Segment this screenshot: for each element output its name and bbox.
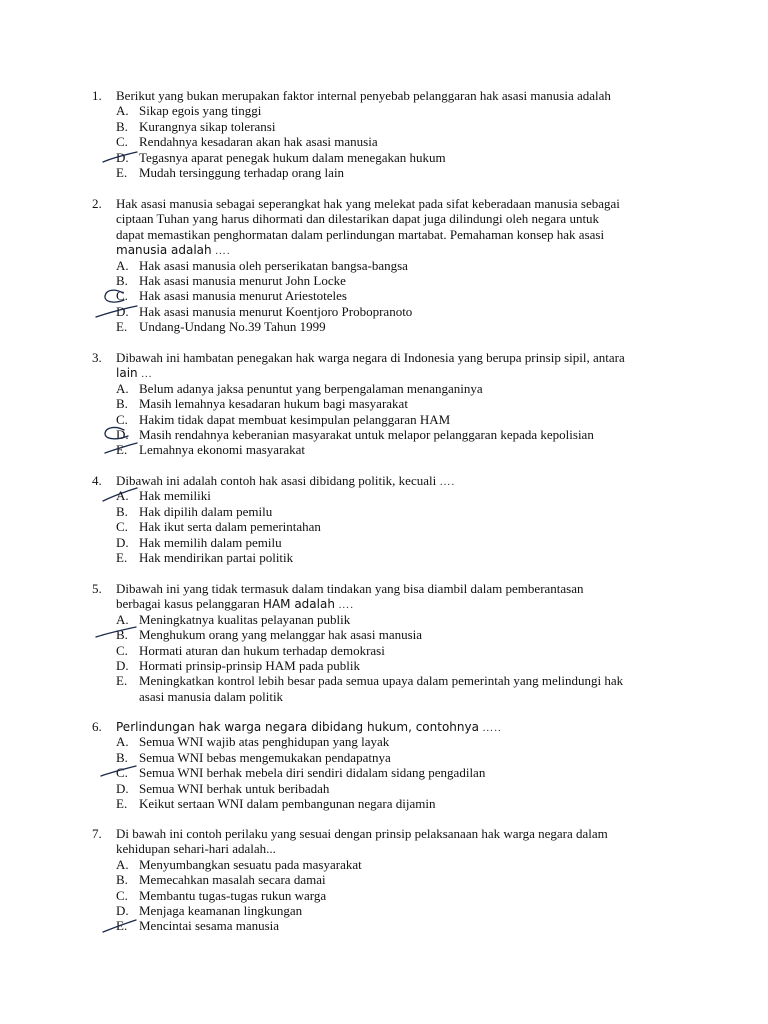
option-d	[116, 427, 594, 442]
option-text: Semua WNI bebas mengemukakan pendapatnya	[139, 749, 391, 765]
option-a	[116, 734, 389, 749]
option-text: Hak asasi manusia oleh perserikatan bangsa-bangsa	[139, 257, 408, 273]
answer-blank: ….	[439, 476, 456, 488]
option-text: Masih rendahnya keberanian masyarakat untuk melapor pelanggaran kepada kepolisian	[139, 426, 594, 442]
option-letter: E.	[116, 795, 128, 811]
option-b	[116, 504, 272, 519]
option-text: Masih lemahnya kesadaran hukum bagi masyarakat	[139, 396, 408, 412]
option-a	[116, 381, 483, 396]
option-letter: C.	[116, 642, 128, 658]
option-letter: C.	[116, 887, 128, 903]
option-letter: B.	[116, 272, 128, 288]
question-number: 5.	[92, 581, 102, 596]
answer-blank: ….	[214, 245, 231, 258]
option-b	[116, 627, 422, 642]
option-letter: D.	[116, 902, 129, 918]
option-letter: B.	[116, 396, 128, 412]
option-text: asasi manusia dalam politik	[139, 688, 284, 704]
stem-text: Perlindungan hak warga negara dibidang hukum, contohnya	[116, 720, 479, 734]
stem-text: HAM adalah	[262, 597, 335, 612]
option-b	[116, 119, 275, 134]
question-stem-line: Dibawah ini hambatan penegakan hak warga negara di Indonesia yang berupa prinsip sipil, antara	[116, 350, 625, 365]
option-letter: E.	[116, 164, 128, 180]
question-stem-line: Berikut yang bukan merupakan faktor internal penyebab pelanggaran hak asasi manusia adalah	[116, 88, 611, 103]
question-stem-line: Di bawah ini contoh perilaku yang sesuai dengan prinsip pelaksanaan hak warga negara dalam	[116, 826, 608, 841]
option-letter: D.	[116, 780, 129, 796]
option-letter: E.	[116, 673, 128, 689]
option-text: Hak asasi manusia menurut John Locke	[139, 272, 346, 288]
question-1	[92, 88, 692, 180]
question-stem-line: kehidupan sehari-hari adalah...	[116, 841, 276, 857]
option-d	[116, 658, 360, 673]
option-a	[116, 258, 408, 273]
question-number: 1.	[92, 88, 102, 103]
option-c	[116, 288, 347, 303]
option-letter: E.	[116, 442, 128, 458]
question-7	[92, 826, 692, 934]
option-text: Menghukum orang yang melanggar hak asasi manusia	[139, 627, 423, 643]
option-text: Hak memilih dalam pemilu	[139, 534, 282, 550]
option-letter: D.	[116, 534, 129, 550]
option-b	[116, 273, 346, 288]
option-text: Sikap egois yang tinggi	[139, 103, 262, 119]
question-stem-line: dapat memastikan penghormatan dalam perlindungan martabat. Pemahaman konsep hak asasi	[116, 226, 605, 242]
option-a	[116, 488, 211, 503]
option-text: Semua WNI berhak mebela diri sendiri didalam sidang pengadilan	[139, 765, 486, 781]
option-d	[116, 150, 446, 165]
option-c	[116, 519, 321, 534]
option-text: Semua WNI wajib atas penghidupan yang layak	[139, 734, 390, 750]
option-text: Hormati prinsip-prinsip HAM pada publik	[139, 657, 360, 673]
answer-blank: ….	[338, 599, 354, 612]
option-text: Membantu tugas-tugas rukun warga	[139, 887, 327, 903]
option-text: Lemahnya ekonomi masyarakat	[139, 442, 306, 458]
option-e	[116, 319, 326, 334]
option-text: Rendahnya kesadaran akan hak asasi manusia	[139, 134, 378, 150]
option-letter: C.	[116, 134, 128, 150]
option-e	[116, 796, 436, 811]
stem-text: lain	[116, 366, 138, 381]
option-d	[116, 781, 329, 796]
option-text: Semua WNI berhak untuk beribadah	[139, 780, 330, 796]
option-c	[116, 765, 485, 780]
question-stem-line: ciptaan Tuhan yang harus dihormati dan dilestarikan dapat juga dilindungi oleh negara untuk	[116, 211, 600, 227]
option-text: Hak ikut serta dalam pemerintahan	[139, 519, 321, 535]
option-letter: D.	[116, 657, 129, 673]
option-c	[116, 134, 378, 149]
option-letter: E.	[116, 319, 128, 335]
answer-blank: …	[140, 368, 153, 381]
question-number: 7.	[92, 826, 102, 841]
option-letter: E.	[116, 918, 128, 934]
option-e	[116, 165, 344, 180]
option-a	[116, 612, 350, 627]
question-6	[92, 719, 692, 811]
option-text: Mudah tersinggung terhadap orang lain	[139, 164, 345, 180]
option-text: Hak memiliki	[139, 488, 211, 504]
option-letter: B.	[116, 872, 128, 888]
option-b	[116, 750, 391, 765]
option-text: Hormati aturan dan hukum terhadap demokrasi	[139, 642, 385, 658]
option-e	[116, 442, 305, 457]
option-letter: C.	[116, 519, 128, 535]
option-letter: E.	[116, 549, 128, 565]
option-d	[116, 903, 302, 918]
question-number: 2.	[92, 196, 102, 211]
option-letter: D.	[116, 303, 129, 319]
option-b	[116, 396, 408, 411]
question-stem-line: Dibawah ini yang tidak termasuk dalam tindakan yang bisa diambil dalam pemberantasan	[116, 581, 584, 596]
option-text: Meningkatkan kontrol lebih besar pada semua upaya dalam pemerintah yang melindungi hak	[139, 673, 624, 689]
option-text: Meningkatnya kualitas pelayanan publik	[139, 611, 351, 627]
option-letter: A.	[116, 611, 129, 627]
question-3	[92, 350, 692, 458]
option-letter: A.	[116, 856, 129, 872]
option-c	[116, 888, 326, 903]
option-text: Menyumbangkan sesuatu pada masyarakat	[139, 856, 362, 872]
option-text: Tegasnya aparat penegak hukum dalam menegakan hukum	[139, 149, 446, 165]
option-c	[116, 643, 385, 658]
option-text: Hak dipilih dalam pemilu	[139, 503, 273, 519]
option-letter: B.	[116, 118, 128, 134]
option-d	[116, 304, 412, 319]
option-e	[116, 918, 279, 933]
stem-text: berbagai kasus pelanggaran	[116, 596, 260, 612]
option-text: Keikut sertaan WNI dalam pembangunan negara dijamin	[139, 795, 436, 811]
option-e	[116, 550, 293, 565]
option-text: Menjaga keamanan lingkungan	[139, 902, 303, 918]
question-number: 4.	[92, 473, 102, 488]
option-c	[116, 412, 450, 427]
option-letter: C.	[116, 765, 128, 781]
option-e	[116, 673, 623, 688]
option-letter: C.	[116, 411, 128, 427]
stem-text: Dibawah ini adalah contoh hak asasi dibidang politik, kecuali	[116, 473, 437, 488]
question-2	[92, 196, 692, 335]
question-number: 6.	[92, 719, 102, 734]
option-e-continued	[116, 689, 283, 704]
option-text: Memecahkan masalah secara damai	[139, 872, 326, 888]
option-letter: A.	[116, 734, 129, 750]
option-letter: B.	[116, 503, 128, 519]
option-letter: D.	[116, 426, 129, 442]
option-letter: A.	[116, 103, 129, 119]
option-text: Hakim tidak dapat membuat kesimpulan pelanggaran HAM	[139, 411, 451, 427]
option-text: Undang-Undang No.39 Tahun 1999	[139, 319, 326, 335]
option-text: Belum adanya jaksa penuntut yang berpengalaman menanganinya	[139, 380, 483, 396]
option-a	[116, 857, 362, 872]
option-letter: B.	[116, 749, 128, 765]
option-text: Hak asasi manusia menurut Ariestoteles	[139, 288, 347, 304]
option-letter: A.	[116, 488, 129, 504]
answer-blank: …..	[482, 722, 502, 734]
question-stem-line: Hak asasi manusia sebagai seperangkat hak yang melekat pada sifat keberadaan manusia sebagai	[116, 196, 620, 211]
option-letter: B.	[116, 627, 128, 643]
option-text: Mencintai sesama manusia	[139, 918, 280, 934]
option-letter: A.	[116, 257, 129, 273]
option-text: Kurangnya sikap toleransi	[139, 118, 276, 134]
option-text: Hak asasi manusia menurut Koentjoro Probopranoto	[139, 303, 413, 319]
option-letter: C.	[116, 288, 128, 304]
question-5	[92, 581, 692, 704]
option-letter: A.	[116, 380, 129, 396]
question-4	[92, 473, 692, 565]
option-text: Hak mendirikan partai politik	[139, 549, 294, 565]
option-letter: D.	[116, 149, 129, 165]
option-a	[116, 103, 261, 118]
stem-text: manusia adalah	[116, 243, 212, 258]
option-b	[116, 872, 326, 887]
option-d	[116, 535, 282, 550]
question-number: 3.	[92, 350, 102, 365]
